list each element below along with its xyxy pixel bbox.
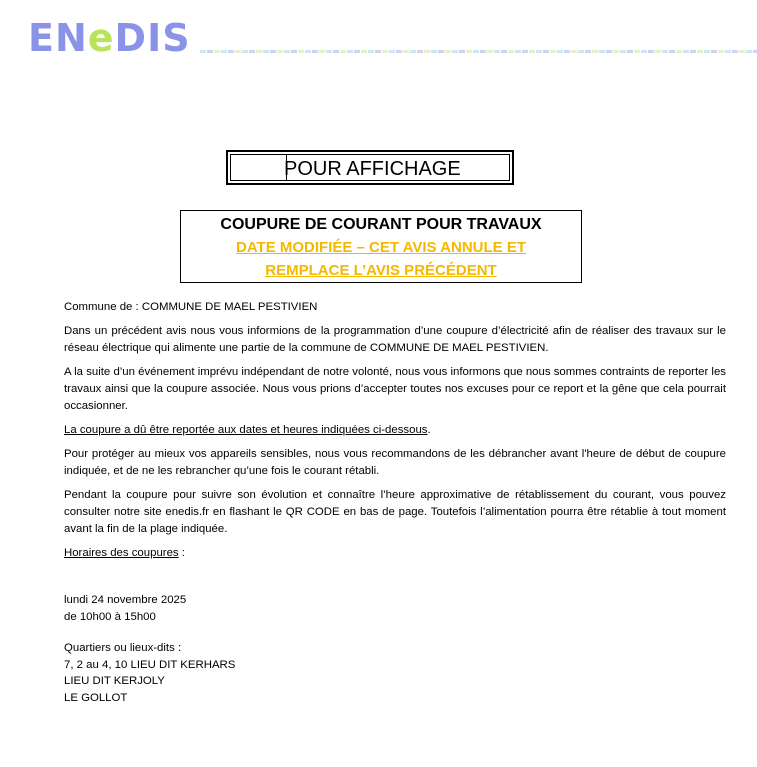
horaires-heading: Horaires des coupures : — [64, 547, 185, 559]
notice-modified-line1: DATE MODIFIÉE – CET AVIS ANNULE ET — [235, 239, 527, 256]
schedule-time: de 10h00 à 15h00 — [64, 610, 156, 623]
quartier-item: LE GOLLOT — [64, 691, 128, 704]
paragraph-devices: Pour protéger au mieux vos appareils sensibles, nous vous recommandons de les débrancher avant l'heure de début de coupure indiquée, et de ne les rebrancher qu’une fois le courant rétabli. — [64, 448, 726, 477]
quartier-item: LIEU DIT KERJOLY — [64, 675, 165, 687]
schedule-block — [64, 592, 186, 625]
notice-title: COUPURE DE COURANT POUR TRAVAUX — [220, 216, 542, 233]
quartiers-label: Quartiers ou lieux-dits : — [64, 642, 182, 654]
notice-box — [180, 210, 582, 283]
notice-body — [64, 299, 726, 569]
quartier-item: 7, 2 au 4, 10 LIEU DIT KERHARS — [64, 658, 236, 671]
commune-line: Commune de : COMMUNE DE MAEL PESTIVIEN — [64, 301, 318, 313]
header-dashed-line — [200, 50, 757, 53]
text-cursor-box — [232, 155, 287, 180]
paragraph-postponement: A la suite d’un événement imprévu indépendant de notre volonté, nous vous informons que nous sommes contraints de reporter les travaux ainsi que la coupure associée. Nous vous prions d’accepter toutes nos excuses pour ce report et la gêne que cela pourrait occasionner. — [64, 366, 726, 412]
affichage-label: POUR AFFICHAGE — [284, 158, 461, 180]
affichage-banner — [226, 150, 514, 185]
notice-modified-line2: REMPLACE L’AVIS PRÉCÉDENT — [265, 262, 497, 279]
paragraph-previous-notice: Dans un précédent avis nous vous informions de la programmation d’une coupure d’électricité afin de réaliser des travaux sur le réseau électrique qui alimente une partie de la commune de COMMUNE DE MAEL PESTIVIEN. — [64, 325, 726, 354]
rescheduled-underlined: La coupure a dû être reportée aux dates et heures indiquées ci-dessous — [64, 424, 428, 436]
schedule-date: lundi 24 novembre 2025 — [64, 594, 187, 606]
paragraph-follow-outage: Pendant la coupure pour suivre son évolution et connaître l’heure approximative de rétablissement du courant, vous pouvez consulter notre site enedis.fr en flashant le QR CODE en bas de page. Toutefois l’alimentation pourra être rétablie à tout moment avant la fin de la plage indiquée. — [64, 489, 726, 535]
quartiers-block — [64, 640, 235, 706]
enedis-logo: ENeDIS — [28, 16, 191, 60]
paragraph-rescheduled: La coupure a dû être reportée aux dates et heures indiquées ci-dessous. — [64, 424, 431, 436]
